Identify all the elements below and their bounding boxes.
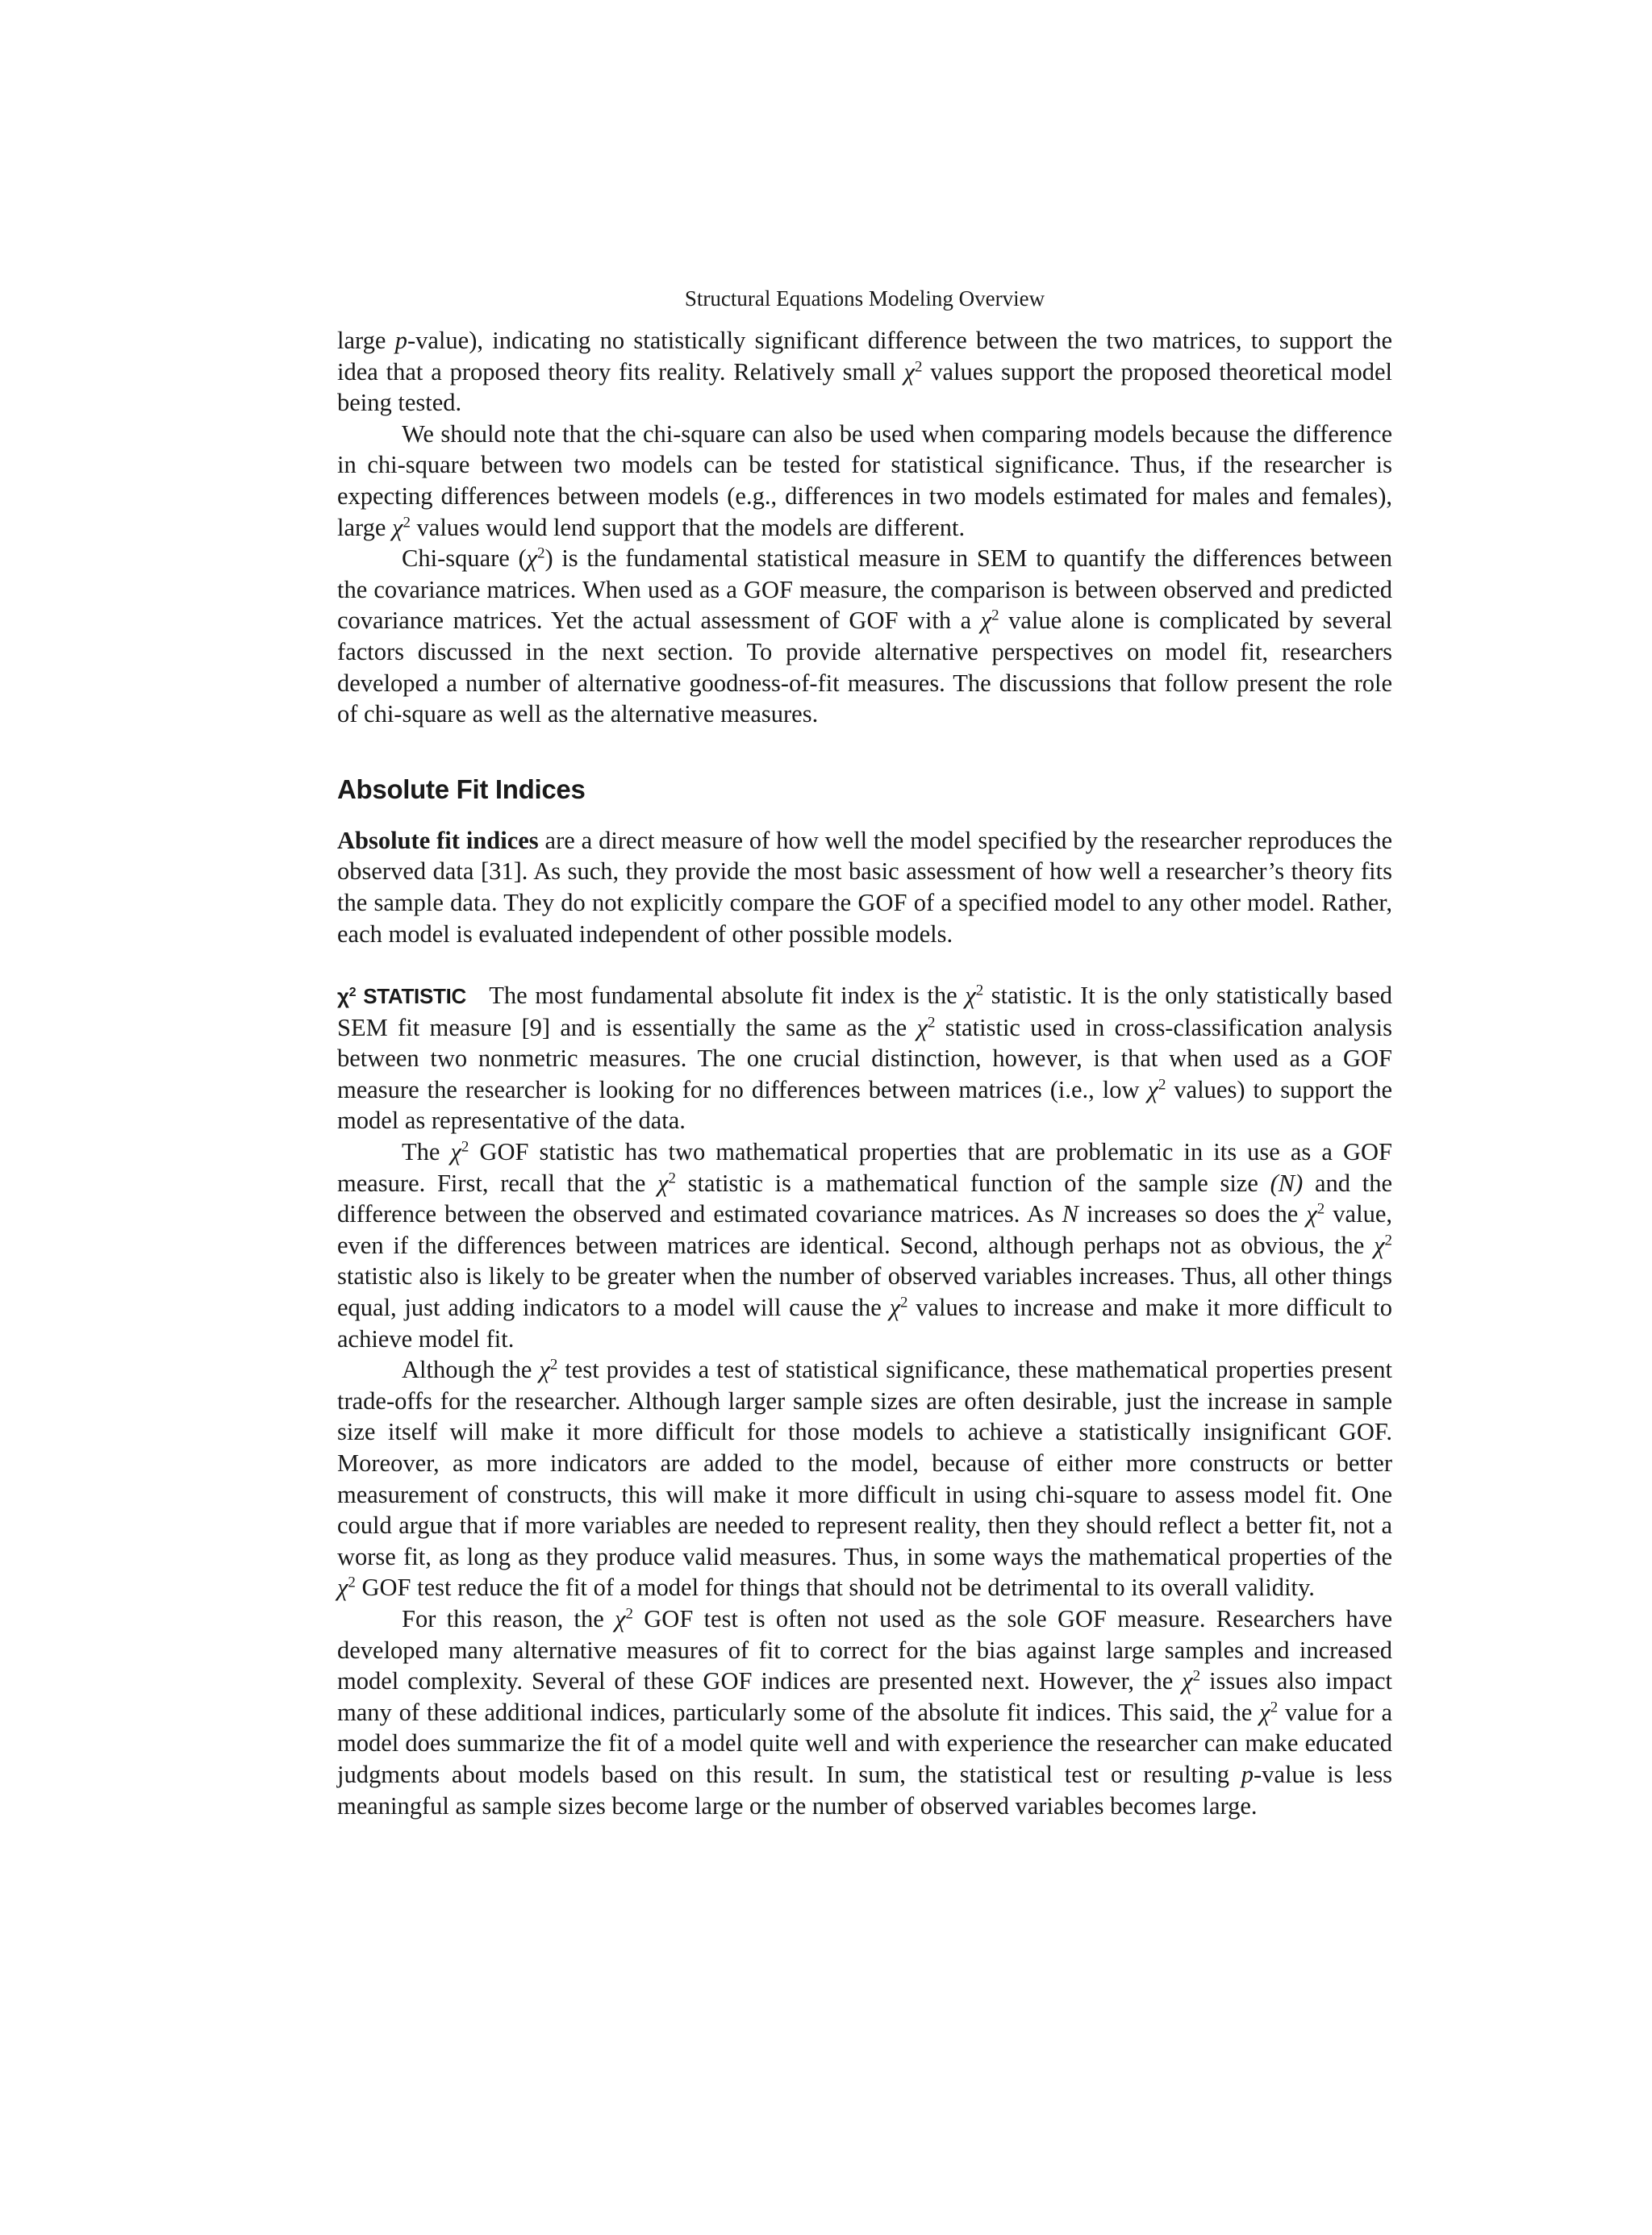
- chi-symbol: χ: [903, 357, 915, 386]
- chi-symbol: χ: [916, 1013, 928, 1041]
- running-head: Structural Equations Modeling Overview: [684, 286, 1045, 311]
- subheading-chi-square-statistic: $\chi^2$ STATISTIC: [337, 984, 467, 1009]
- paragraph-trade-offs: Although the $\chi^2$ test provides a test of statistical significance, these mathematical properties present trade-offs for the researcher. Although larger sample sizes are often desirable, just the increase in sample size itself will make it more difficult for those models to achieve a statistically insignificant GOF. Moreover, as more indicators are added to the model, because of either more constructs or better measurement of constructs, this will make it more difficult in using chi-square to assess model fit. One could argue that if more variables are needed to represent reality, then they should reflect a better fit, not a worse fit, as long as they produce valid measures. Thus, in some ways the mathematical properties of the $\chi^2$ GOF test reduce the fit of a model for things that should not be detrimental to its overall validity.: [337, 1356, 1392, 1602]
- chi-symbol: χ: [657, 1169, 669, 1197]
- chi-symbol: χ: [889, 1294, 901, 1322]
- chi-symbol: χ: [1374, 1231, 1385, 1259]
- chi-symbol: χ: [1147, 1075, 1158, 1103]
- chi-symbol: χ: [1306, 1200, 1317, 1228]
- chi-symbol: χ: [337, 1574, 348, 1602]
- key-term: Absolute fit indices: [337, 826, 539, 854]
- paragraph-continued: large p-value), indicating no statistically significant difference between the two matrices, to support the idea that a proposed theory fits reality. Relatively small $\chi^2$ values support the proposed theoretical model being tested.: [337, 327, 1392, 417]
- chi-symbol: χ: [1182, 1667, 1193, 1695]
- paragraph-chi-square-statistic: $\chi^2$ STATISTIC The most fundamental absolute fit index is the $\chi^2$ statistic. It is the only statistically based SEM fit measure [9] and is essentially the same as the $\chi^2$ statistic used in cross-classification analysis between two nonmetric measures. The one crucial distinction, however, is that when used as a GOF measure the researcher is looking for no differences between matrices (i.e., low $\chi^2$ values) to support the model as representative of the data.: [337, 982, 1392, 1135]
- paragraph-chi-square-fundamental: Chi-square $(\chi^2)$ is the fundamental statistical measure in SEM to quantify the differences between the covariance matrices. When used as a GOF measure, the comparison is between observed and predicted covariance matrices. Yet the actual assessment of GOF with a $\chi^2$ value alone is complicated by several factors discussed in the next section. To provide alternative perspectives on model fit, researchers developed a number of alternative goodness-of-fit measures. The discussions that follow present the role of chi-square as well as the alternative measures.: [337, 544, 1392, 728]
- chi-symbol: χ: [392, 513, 403, 541]
- chi-symbol: χ: [965, 982, 976, 1010]
- chi-symbol: χ: [526, 544, 538, 573]
- chi-symbol: χ: [615, 1604, 626, 1632]
- paragraph-model-comparison: We should note that the chi-square can also be used when comparing models because the difference in chi-square between two models can be tested for statistical significance. Thus, if the researcher is expecting differences between models (e.g., differences in two models estimated for males and females), large $\chi^2$ values would lend support that the models are different.: [337, 419, 1392, 541]
- paragraph-alternative-measures: For this reason, the $\chi^2$ GOF test is often not used as the sole GOF measure. Researchers have developed many alternative measures of fit to correct for the bias against large samples and increased model complexity. Several of these GOF indices are presented next. However, the $\chi^2$ issues also impact many of these additional indices, particularly some of the absolute fit indices. This said, the $\chi^2$ value for a model does summarize the fit of a model quite well and with experience the researcher can make educated judgments about models based on this result. In sum, the statistical test or resulting p-value is less meaningful as sample sizes become large or the number of observed variables becomes large.: [337, 1604, 1393, 1820]
- document-page: [337, 282, 1392, 1821]
- section-heading: Absolute Fit Indices: [337, 773, 586, 804]
- chi-symbol: χ: [980, 607, 992, 635]
- chi-symbol: χ: [539, 1356, 550, 1384]
- chi-symbol: χ: [450, 1138, 461, 1166]
- paragraph-absolute-fit-definition: Absolute fit indices are a direct measure of how well the model specified by the researcher reproduces the observed data [31]. As such, they provide the most basic assessment of how well a researcher’s theory fits the sample data. They do not explicitly compare the GOF of a specified model to any other model. Rather, each model is evaluated independent of other possible models.: [337, 826, 1392, 948]
- paragraph-mathematical-properties: The $\chi^2$ GOF statistic has two mathematical properties that are problematic in its use as a GOF measure. First, recall that the $\chi^2$ statistic is a mathematical function of the sample size (N) and the difference between the observed and estimated covariance matrices. As N increases so does the $\chi^2$ value, even if the differences between matrices are identical. Second, although perhaps not as obvious, the $\chi^2$ statistic also is likely to be greater when the number of observed variables increases. Thus, all other things equal, just adding indicators to a model will cause the $\chi^2$ values to increase and make it more difficult to achieve model fit.: [337, 1138, 1392, 1353]
- chi-symbol: χ: [1259, 1698, 1270, 1726]
